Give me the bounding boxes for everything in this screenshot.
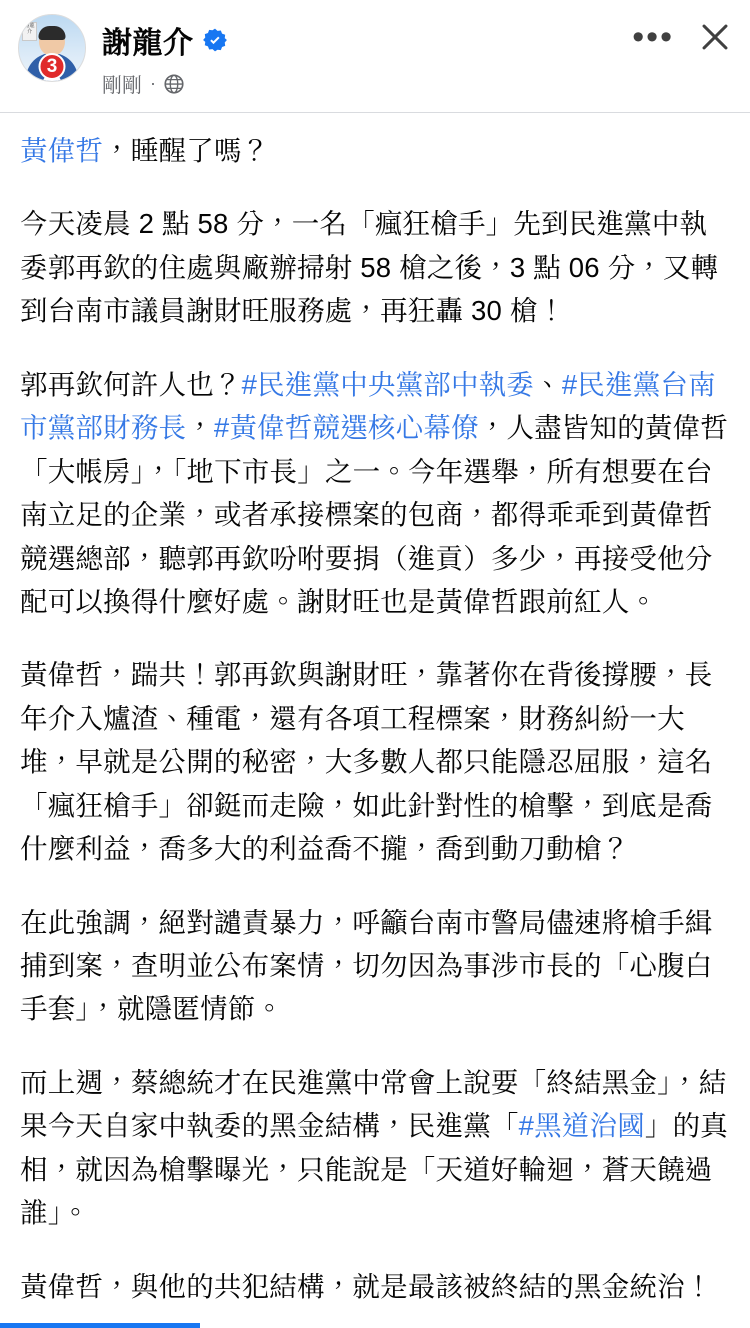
- mention-link[interactable]: 黃偉哲: [20, 135, 104, 166]
- post-text: 今天凌晨 2 點 58 分，一名「瘋狂槍手」先到民進黨中執委郭再欽的住處與廠辦掃射 58 槍之後，3 點 06 分，又轉到台南市議員謝財旺服務處，再狂轟 30 槍！: [20, 208, 719, 327]
- close-icon[interactable]: [698, 20, 732, 54]
- post-text: 黃偉哲，踹共！郭再欽與謝財旺，靠著你在背後撐腰，長年介入爐渣、種電，還有各項工程標案，財務糾紛一大堆，早就是公開的秘密，大多數人都只能隱忍屈服，這名「瘋狂槍手」卻鋌而走險，如此針對性的槍擊，到底是喬什麼利益，喬多大的利益喬不攏，喬到動刀動槍？: [20, 659, 713, 865]
- avatar-number-badge: 3: [39, 53, 66, 80]
- post-meta: [102, 69, 620, 98]
- post-text: 黃偉哲，與他的共犯結構，就是最該被終結的黑金統治！: [20, 1270, 713, 1302]
- post-text: 、: [534, 368, 562, 400]
- globe-icon: [164, 74, 184, 94]
- avatar[interactable]: [18, 14, 86, 82]
- avatar-hair: [39, 26, 66, 40]
- post-text: 在此強調，絕對譴責暴力，呼籲台南市警局儘速將槍手緝捕到案，查明並公布案情，切勿因為事涉市長的「心腹白手套」，就隱匿情節。: [20, 906, 713, 1025]
- scroll-progress-indicator[interactable]: [0, 1323, 200, 1328]
- hashtag-link[interactable]: #黃偉哲競選核心幕僚: [213, 412, 479, 444]
- post-text: 郭再欽何許人也？: [20, 368, 242, 400]
- page-name[interactable]: 謝龍介: [102, 27, 194, 60]
- post-text: 而上週，蔡總統才在民進黨中常會上說要「終結黑金」，結果今天自家中執委的黑金結構，民進黨「: [20, 1066, 727, 1142]
- avatar-image: [18, 14, 86, 82]
- post-paragraph: [20, 1061, 730, 1235]
- more-options-icon[interactable]: •••: [632, 18, 674, 56]
- post-paragraph: [20, 1265, 730, 1308]
- post-timestamp[interactable]: 剛剛: [102, 75, 142, 97]
- post-header: [0, 0, 750, 104]
- verified-badge-icon: [202, 27, 228, 53]
- name-row: [102, 18, 620, 62]
- post-paragraph: [20, 653, 730, 870]
- post-text: ，睡醒了嗎？: [103, 135, 270, 166]
- meta-separator: ·: [150, 73, 156, 93]
- post-text: ，人盡皆知的黃偉哲「大帳房」，「地下市長」之一。今年選舉，所有想要在台南立足的企業，或者承接標案的包商，都得乖乖到黃偉哲競選總部，聽郭再欽吩咐要捐（進貢）多少，再接受他分配可以換得什麼好處。謝財旺也是黃偉哲跟前紅人。: [20, 412, 729, 617]
- post-paragraph: [20, 129, 730, 172]
- header-actions: [630, 14, 732, 54]
- post-paragraph: [20, 202, 730, 332]
- avatar-nametag: 謝龍介: [22, 22, 37, 41]
- hashtag-link[interactable]: #黑道治國: [518, 1110, 645, 1142]
- post-text: ，: [186, 412, 214, 444]
- post-paragraph: [20, 363, 730, 624]
- hashtag-link[interactable]: #民進黨台南市黨部財務長: [20, 368, 716, 444]
- hashtag-link[interactable]: #民進黨中央黨部中執委: [241, 368, 535, 400]
- header-text-block: [102, 14, 620, 98]
- post-message-body: [0, 113, 750, 1308]
- post-paragraph: [20, 901, 730, 1031]
- post-text: 」的真相，就因為槍擊曝光，只能說是「天道好輪迴，蒼天饒過誰」。: [20, 1110, 729, 1229]
